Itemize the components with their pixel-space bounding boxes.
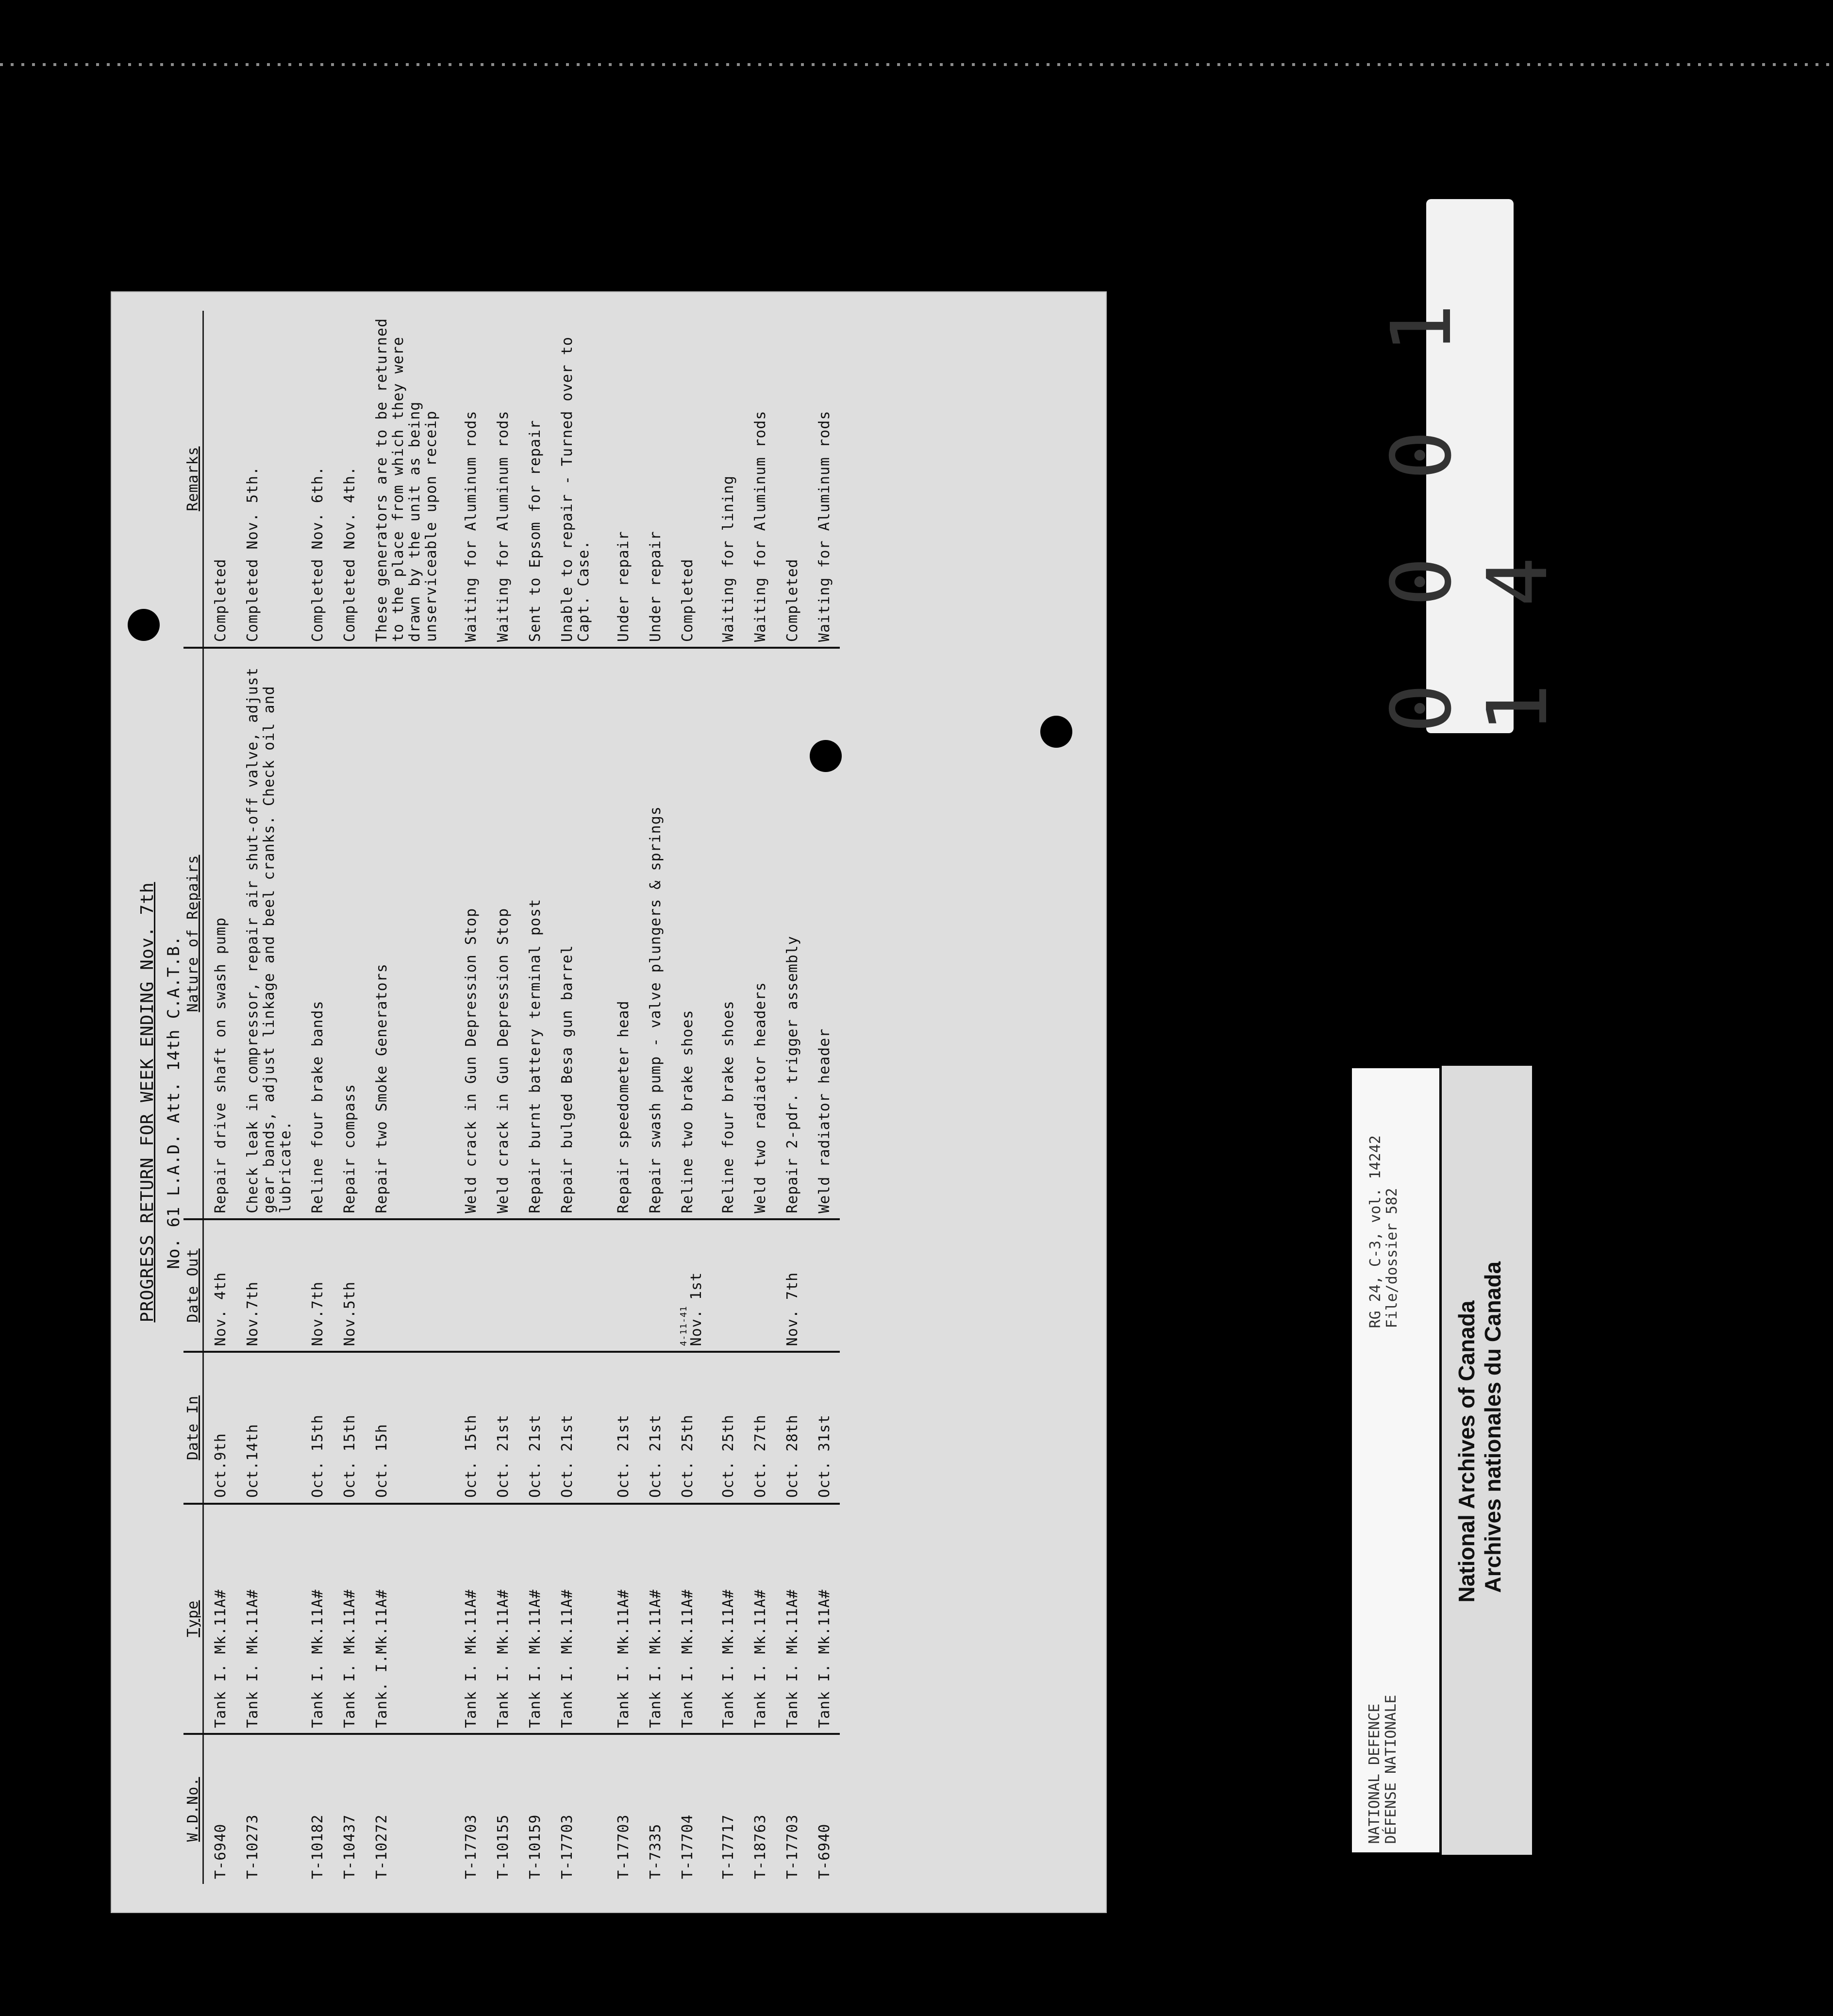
repairs-table: [183, 311, 840, 1884]
cell-date-out: [639, 1219, 671, 1352]
table-row: [639, 311, 671, 1884]
col-remarks: Remarks: [183, 311, 203, 648]
cell-date-in: Oct. 15th: [447, 1352, 486, 1503]
cell-nature: Reline four brake shoes: [712, 648, 744, 1219]
cell-date-in: Oct. 21st: [639, 1352, 671, 1503]
col-wd-no: W.D.No.: [183, 1734, 203, 1884]
progress-return-page: [111, 291, 1107, 1913]
cell-type: Tank I. Mk.11A#: [236, 1504, 301, 1734]
cell-type: Tank. I.Mk.11A#: [365, 1504, 447, 1734]
cell-wd: T-6940: [816, 1823, 833, 1879]
cell-date-out: [744, 1219, 776, 1352]
cell-date-out: Nov.7th: [301, 1219, 333, 1352]
table-row: [301, 311, 333, 1884]
cell-type: Tank I. Mk.11A#: [671, 1504, 712, 1734]
file-dossier-ref: File/dossier 582: [1383, 1188, 1400, 1328]
table-row: [486, 311, 518, 1884]
cell-type: Tank I. Mk.11A#: [447, 1504, 486, 1734]
cell-date-out-value: Nov. 1st: [688, 1272, 705, 1346]
cell-nature: Repair two Smoke Generators: [365, 648, 447, 1219]
cell-type: Tank I. Mk.11A#: [550, 1504, 599, 1734]
cell-date-in: Oct.14th: [236, 1352, 301, 1503]
department-en: NATIONAL DEFENCE: [1366, 1703, 1383, 1844]
record-group-ref: RG 24, C-3, vol. 14242: [1367, 1135, 1384, 1328]
cell-date-in: Oct. 15h: [365, 1352, 447, 1503]
cell-nature: Repair burnt battery terminal post: [518, 648, 550, 1219]
cell-date-out: [671, 1219, 712, 1352]
cell-date-in: Oct.9th: [203, 1352, 236, 1503]
cell-remarks: These generators are to be returned to the place from which they were drawn by the unit as being unserviceable upon receip: [365, 311, 447, 648]
cell-remarks: Completed: [203, 311, 236, 648]
file-reference: [1367, 1135, 1400, 1328]
cell-nature: Repair 2-pdr. trigger assembly: [776, 648, 808, 1219]
cell-remarks: Under repair: [599, 311, 639, 648]
cell-date-in: Oct. 27th: [744, 1352, 776, 1503]
cell-wd: T-17703: [615, 1814, 632, 1879]
cell-date-out: [447, 1219, 486, 1352]
table-row: [203, 311, 236, 1884]
cell-remarks: Under repair: [639, 311, 671, 648]
table-row: [333, 311, 365, 1884]
cell-wd: T-10155: [495, 1814, 512, 1879]
cell-date-in: Oct. 25th: [712, 1352, 744, 1503]
handwritten-date-annotation: 4-11-41: [679, 1306, 689, 1346]
cell-wd: T-17717: [720, 1814, 737, 1879]
cell-date-out: [808, 1219, 840, 1352]
archive-reference-label: [1352, 1068, 1439, 1852]
frame-number-strip: [1374, 199, 1566, 733]
cell-date-in: Oct. 28th: [776, 1352, 808, 1503]
cell-remarks: Completed: [671, 311, 712, 648]
cell-type: Tank I. Mk.11A#: [776, 1504, 808, 1734]
table-row: [447, 311, 486, 1884]
cell-nature: Repair bulged Besa gun barrel: [550, 648, 599, 1219]
cell-date-in: Oct. 31st: [808, 1352, 840, 1503]
cell-date-out: Nov.5th: [333, 1219, 365, 1352]
cell-date-out: [712, 1219, 744, 1352]
col-date-out: Date Out: [183, 1219, 203, 1352]
cell-date-out: Nov.7th: [236, 1219, 301, 1352]
archive-name-en: National Archives of Canada: [1454, 1300, 1479, 1602]
cell-remarks: Completed Nov. 4th.: [333, 311, 365, 648]
document-scan: [111, 291, 1107, 1913]
archive-name-fr: Archives nationales du Canada: [1480, 1261, 1505, 1593]
cell-nature: Weld crack in Gun Depression Stop: [447, 648, 486, 1219]
cell-type: Tank I. Mk.11A#: [808, 1504, 840, 1734]
cell-remarks: Waiting for lining: [712, 311, 744, 648]
cell-wd: T-10272: [373, 1814, 390, 1879]
table-header-row: [183, 311, 203, 1884]
cell-date-out: [486, 1219, 518, 1352]
cell-remarks: Waiting for Aluminum rods: [486, 311, 518, 648]
cell-type: Tank I. Mk.11A#: [518, 1504, 550, 1734]
cell-date-out: Nov. 4th: [203, 1219, 236, 1352]
cell-wd: T-7335: [647, 1823, 664, 1879]
cell-wd: T-10437: [341, 1814, 358, 1879]
cell-wd: T-10182: [309, 1814, 326, 1879]
cell-nature: Weld two radiator headers: [744, 648, 776, 1219]
cell-date-out: [550, 1219, 599, 1352]
table-row: [550, 311, 599, 1884]
cell-remarks: Waiting for Aluminum rods: [744, 311, 776, 648]
cell-wd: T-17703: [784, 1814, 801, 1879]
cell-wd: T-10273: [244, 1814, 261, 1879]
cell-date-in: Oct. 21st: [550, 1352, 599, 1503]
cell-remarks: Unable to repair - Turned over to Capt. Case.: [550, 311, 599, 648]
cell-date-in: Oct. 15th: [333, 1352, 365, 1503]
cell-wd: T-10159: [527, 1814, 544, 1879]
cell-type: Tank I. Mk.11A#: [203, 1504, 236, 1734]
table-row: [236, 311, 301, 1884]
cell-type: Tank I. Mk.11A#: [486, 1504, 518, 1734]
table-row: [712, 311, 744, 1884]
department-label: [1366, 1695, 1400, 1844]
cell-date-in: Oct. 25th: [671, 1352, 712, 1503]
cell-nature: Reline two brake shoes: [671, 648, 712, 1219]
cell-type: Tank I. Mk.11A#: [744, 1504, 776, 1734]
table-row: [518, 311, 550, 1884]
cell-wd: T-17704: [679, 1814, 696, 1879]
film-edge-dots: [0, 63, 1833, 66]
cell-date-in: Oct. 15th: [301, 1352, 333, 1503]
cell-wd: T-18763: [752, 1814, 769, 1879]
cell-remarks: Completed: [776, 311, 808, 648]
cell-remarks: Sent to Epsom for repair: [518, 311, 550, 648]
cell-nature: Weld crack in Gun Depression Stop: [486, 648, 518, 1219]
table-row: [776, 311, 808, 1884]
cell-nature: Repair swash pump - valve plungers & springs: [639, 648, 671, 1219]
table-row: [808, 311, 840, 1884]
archive-name-card: [1442, 1066, 1532, 1855]
cell-wd: T-17703: [559, 1814, 576, 1879]
cell-type: Tank I. Mk.11A#: [712, 1504, 744, 1734]
department-fr: DÉFENSE NATIONALE: [1383, 1694, 1400, 1844]
cell-nature: Repair compass: [333, 648, 365, 1219]
table-row: [365, 311, 447, 1884]
cell-wd: T-6940: [212, 1823, 229, 1879]
cell-date-in: Oct. 21st: [518, 1352, 550, 1503]
cell-type: Tank I. Mk.11A#: [599, 1504, 639, 1734]
cell-date-out: Nov. 7th: [776, 1219, 808, 1352]
col-date-in: Date In: [183, 1352, 203, 1503]
table-row: [744, 311, 776, 1884]
cell-remarks: Completed Nov. 5th.: [236, 311, 301, 648]
cell-type: Tank I. Mk.11A#: [333, 1504, 365, 1734]
page-subtitle: No. 61 L.A.D. Att. 14th C.A.T.B.: [164, 935, 183, 1269]
cell-nature: Reline four brake bands: [301, 648, 333, 1219]
table-row: [671, 311, 712, 1884]
cell-nature: Check leak in compressor, repair air shut-off valve, adjust gear bands, adjust linkage and beel cranks. Check oil and lubricate.: [236, 648, 301, 1219]
cell-remarks: Waiting for Aluminum rods: [447, 311, 486, 648]
col-type: Type: [183, 1504, 203, 1734]
table-row: [599, 311, 639, 1884]
cell-type: Tank I. Mk.11A#: [639, 1504, 671, 1734]
cell-remarks: Completed Nov. 6th.: [301, 311, 333, 648]
cell-date-in: Oct. 21st: [486, 1352, 518, 1503]
page-title: PROGRESS RETURN FOR WEEK ENDING Nov. 7th: [137, 882, 157, 1323]
cell-remarks: Waiting for Aluminum rods: [808, 311, 840, 648]
cell-type: Tank I. Mk.11A#: [301, 1504, 333, 1734]
col-nature: Nature of Repairs: [183, 648, 203, 1219]
cell-date-out: [599, 1219, 639, 1352]
cell-date-in: Oct. 21st: [599, 1352, 639, 1503]
cell-nature: Repair speedometer head: [599, 648, 639, 1219]
cell-wd: T-17703: [463, 1814, 480, 1879]
cell-date-out: [365, 1219, 447, 1352]
cell-nature: Repair drive shaft on swash pump: [203, 648, 236, 1219]
cell-date-out: [518, 1219, 550, 1352]
frame-number: 0 0 0 1 1 4: [1374, 290, 1566, 733]
cell-nature: Weld radiator header: [808, 648, 840, 1219]
punch-hole-bottom: [1040, 716, 1072, 748]
